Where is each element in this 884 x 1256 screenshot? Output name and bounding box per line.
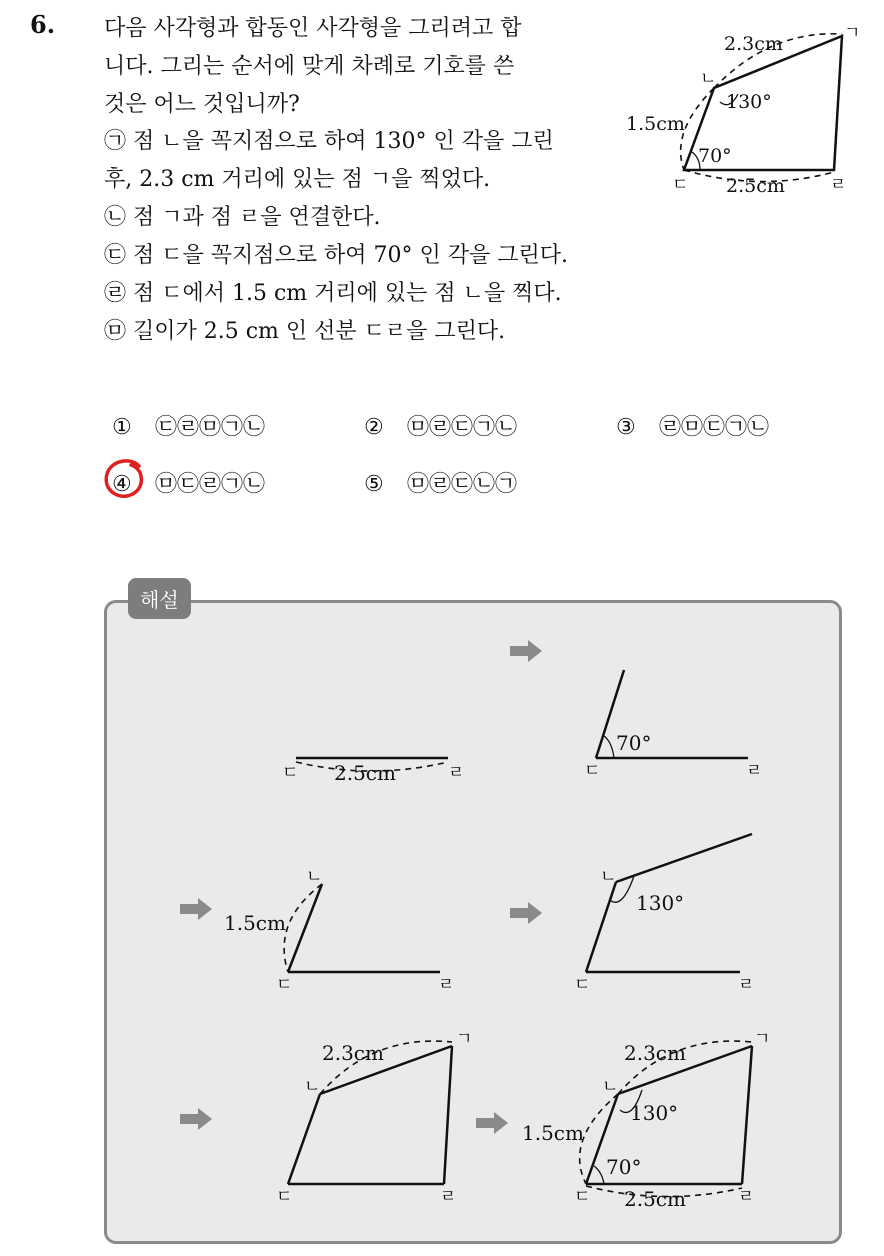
step-g-line1: ㉠ 점 ㄴ을 꼭지점으로 하여 130° 인 각을 그린 — [104, 129, 554, 154]
step3-length: 1.5cm — [224, 911, 286, 935]
right-arrow-icon — [510, 902, 542, 924]
question-line: 다음 사각형과 합동인 사각형을 그리려고 합 — [104, 16, 522, 41]
choice-3[interactable] — [616, 410, 769, 441]
question-line: 것은 어느 것입니까? — [104, 92, 300, 117]
step6-angle-130: 130° — [630, 1101, 679, 1125]
choice-text: ㉤㉣㉢㉡㉠ — [407, 472, 518, 497]
choice-5[interactable] — [364, 467, 517, 498]
answer-circle-icon — [101, 458, 145, 500]
question-figure — [620, 22, 860, 202]
step4-label-d: ㄷ — [574, 975, 591, 992]
step3-label-d: ㄷ — [276, 975, 293, 994]
explain-step6 — [520, 1030, 780, 1214]
step-m: ㉤ 길이가 2.5 cm 인 선분 ㄷㄹ을 그린다. — [104, 319, 506, 344]
fig-left-length: 1.5cm — [626, 113, 685, 135]
step3-label-r: ㄹ — [438, 975, 455, 994]
step6-angle-70: 70° — [606, 1155, 642, 1179]
step5-label-d: ㄷ — [276, 1187, 293, 1206]
choice-number: ② — [364, 415, 384, 440]
fig-label-g: ㄱ — [844, 23, 860, 43]
step4-label-n: ㄴ — [600, 867, 617, 887]
right-arrow-icon — [510, 640, 542, 662]
step4-label-r: ㄹ — [738, 975, 755, 992]
choice-text: ㉣㉤㉢㉠㉡ — [659, 415, 770, 440]
step3-label-n: ㄴ — [306, 867, 323, 887]
fig-angle-d: 70° — [698, 145, 732, 167]
fig-top-length: 2.3cm — [724, 33, 783, 55]
step1-length: 2.5cm — [334, 761, 396, 785]
step6-bottom-length: 2.5cm — [624, 1187, 686, 1211]
step-d: ㉢ 점 ㄷ을 꼭지점으로 하여 70° 인 각을 그린다. — [104, 243, 568, 268]
question-text — [104, 10, 624, 124]
step6-label-r: ㄹ — [738, 1187, 755, 1207]
choice-number: ③ — [616, 415, 636, 440]
explain-step5 — [272, 1030, 482, 1206]
choice-1[interactable] — [112, 410, 265, 441]
fig-label-n: ㄴ — [700, 69, 717, 89]
step2-label-d: ㄷ — [584, 761, 601, 781]
explain-step3 — [222, 862, 462, 994]
question-line: 니다. 그리는 순서에 맞게 차례로 기호를 쓴 — [104, 54, 515, 79]
fig-bottom-length: 2.5cm — [726, 175, 785, 197]
step6-label-d: ㄷ — [574, 1187, 591, 1207]
step1-label-r: ㄹ — [448, 763, 465, 783]
fig-label-r: ㄹ — [830, 175, 847, 195]
fig-label-d: ㄷ — [672, 175, 689, 195]
step2-angle: 70° — [616, 731, 652, 755]
question-number: 6. — [30, 10, 56, 39]
choice-number: ④ — [112, 472, 132, 497]
step1-label-d: ㄷ — [282, 763, 299, 783]
choice-text: ㉢㉣㉤㉠㉡ — [155, 415, 266, 440]
choice-2[interactable] — [364, 410, 517, 441]
step-n: ㉡ 점 ㄱ과 점 ㄹ을 연결한다. — [104, 205, 381, 230]
choice-text: ㉤㉢㉣㉠㉡ — [155, 472, 266, 497]
explain-step2 — [578, 664, 778, 784]
step5-label-r: ㄹ — [440, 1187, 457, 1206]
step4-angle: 130° — [636, 891, 685, 915]
fig-angle-n: 130° — [726, 91, 772, 113]
step5-label-n: ㄴ — [304, 1077, 321, 1097]
step6-label-n: ㄴ — [602, 1077, 619, 1097]
step5-length: 2.3cm — [322, 1041, 384, 1065]
explain-step4 — [570, 826, 770, 992]
explanation-tag: 해설 — [128, 578, 191, 619]
right-arrow-icon — [180, 898, 212, 920]
step-g-line2: 후, 2.3 cm 거리에 있는 점 ㄱ을 찍었다. — [104, 167, 491, 192]
step6-label-g: ㄱ — [754, 1030, 771, 1049]
step6-left-length: 1.5cm — [522, 1121, 584, 1145]
choice-text: ㉤㉣㉢㉠㉡ — [407, 415, 518, 440]
step-r: ㉣ 점 ㄷ에서 1.5 cm 거리에 있는 점 ㄴ을 찍다. — [104, 281, 562, 306]
choice-number: ⑤ — [364, 472, 384, 497]
explain-step1 — [272, 740, 472, 790]
step6-top-length: 2.3cm — [624, 1041, 686, 1065]
step2-label-r: ㄹ — [746, 761, 763, 781]
right-arrow-icon — [180, 1108, 212, 1130]
right-arrow-icon — [476, 1112, 508, 1134]
step5-label-g: ㄱ — [456, 1030, 473, 1049]
choice-number: ① — [112, 415, 132, 440]
